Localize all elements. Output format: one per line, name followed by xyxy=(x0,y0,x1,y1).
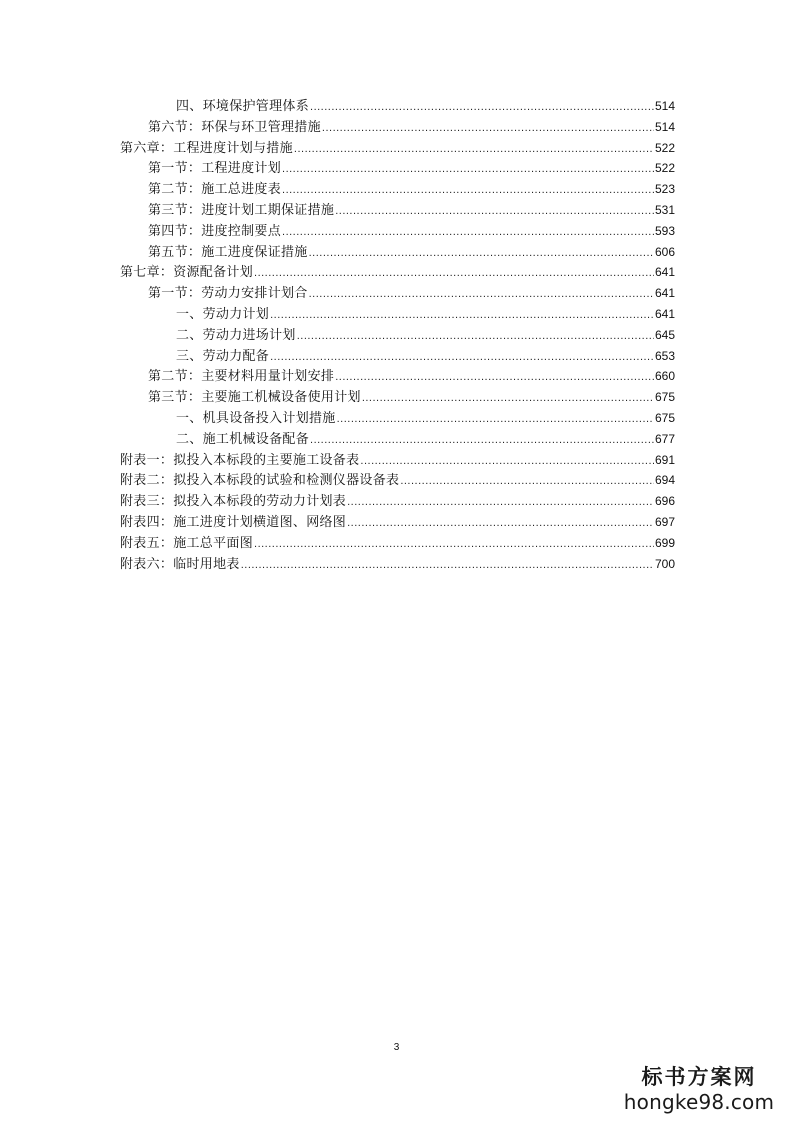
toc-entry[interactable] xyxy=(120,325,675,346)
toc-dot-leader xyxy=(309,243,654,264)
toc-entry-page: 694 xyxy=(654,473,675,488)
toc-entry[interactable] xyxy=(120,366,675,387)
toc-entry-title: 四、环境保护管理体系 xyxy=(176,99,310,114)
toc-entry-title: 第六节：环保与环卫管理措施 xyxy=(148,119,321,135)
toc-entry-page: 641 xyxy=(654,286,675,301)
toc-entry-page: 675 xyxy=(654,390,675,405)
toc-dot-leader xyxy=(270,305,654,326)
toc-entry-page: 641 xyxy=(654,265,675,280)
toc-entry-title: 附表五：施工总平面图 xyxy=(120,535,254,551)
toc-entry-title: 二、施工机械设备配备 xyxy=(176,431,310,447)
watermark-chinese-text: 标书方案网 xyxy=(641,1064,757,1089)
toc-entry[interactable] xyxy=(120,242,675,263)
toc-entry-page: 522 xyxy=(654,140,675,155)
toc-entry-title: 附表一：拟投入本标段的主要施工设备表 xyxy=(120,452,360,468)
toc-entry-title: 附表二：拟投入本标段的试验和检测仪器设备表 xyxy=(120,473,400,489)
toc-dot-leader xyxy=(335,367,654,388)
toc-entry[interactable] xyxy=(120,533,675,554)
toc-entry[interactable] xyxy=(120,346,675,367)
toc-dot-leader xyxy=(360,451,654,472)
toc-entry-title: 三、劳动力配备 xyxy=(176,348,270,364)
toc-entry-title: 第二节：施工总进度表 xyxy=(148,182,282,198)
toc-entry[interactable] xyxy=(120,117,675,138)
toc-dot-leader xyxy=(282,180,654,201)
toc-entry[interactable] xyxy=(120,138,675,159)
toc-dot-leader xyxy=(282,159,654,180)
toc-entry-page: 660 xyxy=(654,369,675,384)
toc-entry-page: 522 xyxy=(654,161,675,176)
toc-entry-page: 514 xyxy=(654,99,675,113)
toc-entry[interactable] xyxy=(120,450,675,471)
toc-entry[interactable] xyxy=(120,200,675,221)
toc-entry-page: 696 xyxy=(654,494,675,509)
toc-entry-page: 606 xyxy=(654,244,675,259)
toc-entry[interactable] xyxy=(120,387,675,408)
toc-dot-leader xyxy=(347,513,654,534)
toc-dot-leader xyxy=(400,471,654,492)
toc-entry-page: 653 xyxy=(654,348,675,363)
toc-entry[interactable] xyxy=(120,429,675,450)
toc-dot-leader xyxy=(337,409,654,430)
toc-entry-title: 第七章：资源配备计划 xyxy=(120,265,254,281)
toc-entry-title: 一、机具设备投入计划措施 xyxy=(176,410,336,426)
toc-entry-title: 二、劳动力进场计划 xyxy=(176,327,296,343)
toc-entry[interactable] xyxy=(120,512,675,533)
toc-entry-page: 691 xyxy=(654,452,675,467)
toc-dot-leader xyxy=(310,97,654,118)
toc-entry[interactable] xyxy=(120,304,675,325)
toc-entry-page: 641 xyxy=(654,306,675,321)
toc-entry-page: 675 xyxy=(654,410,675,425)
toc-entry-title: 一、劳动力计划 xyxy=(176,306,270,322)
toc-entry[interactable] xyxy=(120,470,675,491)
toc-dot-leader xyxy=(347,492,654,513)
toc-entry-title: 第二节：主要材料用量计划安排 xyxy=(148,369,335,385)
toc-entry-page: 677 xyxy=(654,431,675,446)
toc-entry-title: 第四节：进度控制要点 xyxy=(148,223,282,239)
toc-entry[interactable] xyxy=(120,179,675,200)
toc-entry[interactable] xyxy=(120,491,675,512)
toc-entry-page: 593 xyxy=(654,223,675,238)
toc-dot-leader xyxy=(335,201,654,222)
toc-entry[interactable] xyxy=(120,221,675,242)
toc-dot-leader xyxy=(322,118,654,139)
toc-entry-title: 第六章：工程进度计划与措施 xyxy=(120,140,293,156)
toc-entry-title: 第三节：主要施工机械设备使用计划 xyxy=(148,390,361,406)
toc-dot-leader xyxy=(282,222,654,243)
toc-dot-leader xyxy=(362,388,654,409)
toc-dot-leader xyxy=(270,347,654,368)
toc-entry-title: 附表六：临时用地表 xyxy=(120,556,240,572)
toc-entry-title: 第一节：工程进度计划 xyxy=(148,161,282,177)
toc-entry-page: 700 xyxy=(654,556,675,571)
toc-entry[interactable] xyxy=(120,554,675,575)
toc-dot-leader xyxy=(309,284,654,305)
toc-entry-page: 531 xyxy=(654,202,675,217)
toc-dot-leader xyxy=(294,139,654,160)
toc-dot-leader xyxy=(297,326,654,347)
toc-dot-leader xyxy=(241,555,654,576)
toc-entry-title: 附表四：施工进度计划横道图、网络图 xyxy=(120,514,347,530)
toc-entry-title: 附表三：拟投入本标段的劳动力计划表 xyxy=(120,494,347,510)
table-of-contents xyxy=(120,96,675,574)
toc-entry-page: 523 xyxy=(654,182,675,197)
toc-entry-page: 514 xyxy=(654,119,675,134)
toc-entry-page: 697 xyxy=(654,514,675,529)
toc-entry-page: 645 xyxy=(654,327,675,342)
toc-entry[interactable] xyxy=(120,408,675,429)
watermark-url-text: hongke98.com xyxy=(623,1090,775,1114)
toc-dot-leader xyxy=(254,534,654,555)
toc-dot-leader xyxy=(310,430,654,451)
toc-entry[interactable] xyxy=(120,283,675,304)
toc-entry-page: 699 xyxy=(654,535,675,550)
toc-entry-title: 第五节：施工进度保证措施 xyxy=(148,244,308,260)
page-number: 3 xyxy=(393,1042,400,1053)
toc-entry[interactable] xyxy=(120,96,675,117)
watermark-logo xyxy=(619,1064,779,1114)
toc-entry-title: 第三节：进度计划工期保证措施 xyxy=(148,202,335,218)
toc-entry[interactable] xyxy=(120,158,675,179)
toc-entry-title: 第一节：劳动力安排计划合 xyxy=(148,286,308,302)
toc-dot-leader xyxy=(254,263,654,284)
toc-entry[interactable] xyxy=(120,262,675,283)
